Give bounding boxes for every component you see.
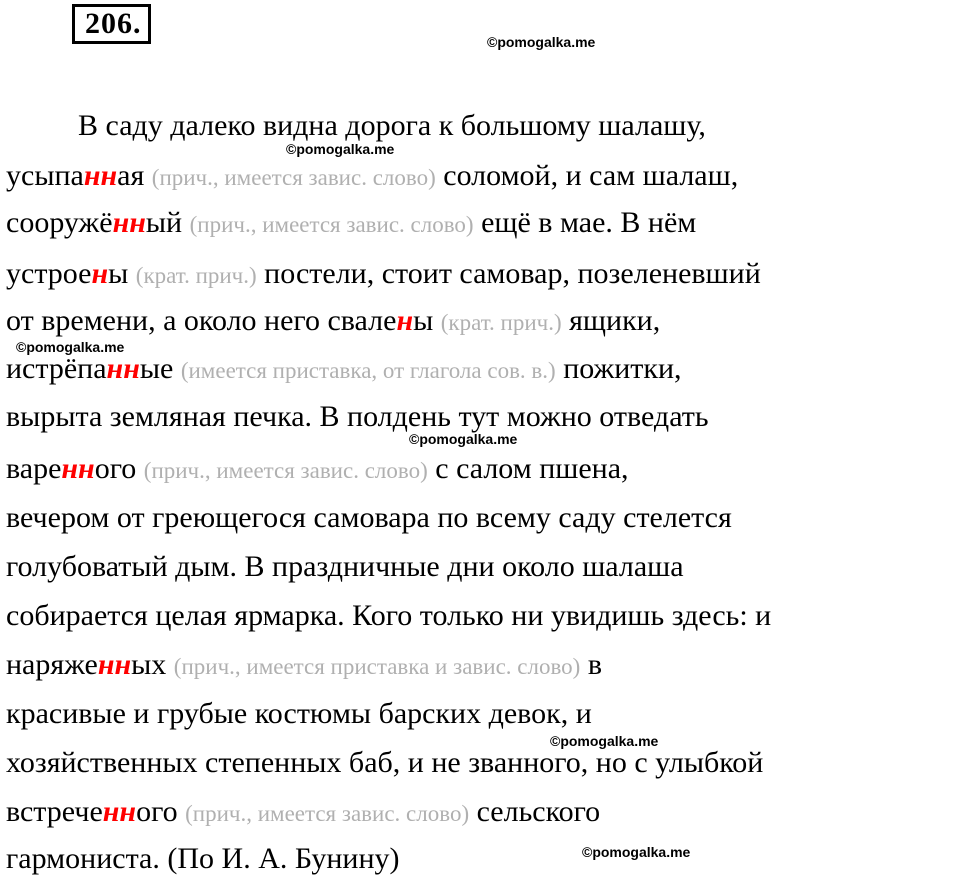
- watermark: ©pomogalka.me: [487, 34, 596, 50]
- text-line: [6, 843, 400, 875]
- highlighted-letters: н: [396, 304, 414, 337]
- watermark: ©pomogalka.me: [286, 141, 395, 157]
- watermark: ©pomogalka.me: [409, 431, 518, 447]
- word-part: ы: [108, 257, 129, 290]
- line-text: с салом пшена,: [435, 452, 629, 485]
- line-text: сельского: [476, 795, 601, 828]
- line-text: постели, стоит самовар, позеленевший: [264, 257, 761, 290]
- text-line: [6, 401, 709, 433]
- text-line: [6, 600, 771, 632]
- word-part: ых: [131, 648, 167, 681]
- line-text: собирается целая ярмарка. Кого только ни увидишь здесь: и: [6, 599, 772, 632]
- word-part: сооружё: [6, 206, 113, 239]
- grammar-note: (крат. прич.): [440, 310, 562, 335]
- grammar-note: (прич., имеется завис. слово): [143, 458, 428, 483]
- word-part: ы: [413, 304, 434, 337]
- line-text: вечером от греющегося самовара по всему саду стелется: [6, 501, 732, 534]
- text-line: [6, 353, 682, 387]
- line-text: ещё в мае. В нём: [481, 206, 697, 239]
- grammar-note: (имеется приставка, от глагола сов. в.): [180, 358, 556, 383]
- watermark: ©pomogalka.me: [582, 844, 691, 860]
- line-text: красивые и грубые костюмы барских девок, и: [6, 697, 592, 730]
- line-text: В саду далеко видна дорога к большому шалашу,: [78, 109, 706, 142]
- exercise-number: 206.: [72, 4, 151, 44]
- word-part: истрёпа: [6, 352, 107, 385]
- line-text: вырыта земляная печка. В полдень тут можно отведать: [6, 400, 709, 433]
- grammar-note: (прич., имеется приставка и завис. слово): [173, 654, 581, 679]
- highlighted-letters: нн: [97, 648, 132, 681]
- line-text: пожитки,: [563, 352, 682, 385]
- highlighted-letters: нн: [106, 352, 140, 385]
- text-line: [6, 305, 660, 339]
- grammar-note: (прич., имеется завис. слово): [185, 801, 470, 826]
- word-part: встрече: [6, 795, 103, 828]
- highlighted-letters: нн: [83, 159, 118, 192]
- word-part: ый: [145, 206, 183, 239]
- grammar-note: (прич., имеется завис. слово): [189, 212, 474, 237]
- line-text: в: [587, 648, 603, 681]
- word-part: устрое: [6, 257, 92, 290]
- word-part: ые: [139, 352, 174, 385]
- highlighted-letters: нн: [61, 452, 95, 485]
- line-text: ящики,: [569, 304, 661, 337]
- text-line: [78, 110, 706, 142]
- line-text: хозяйственных степенных баб, и не званного, но с улыбкой: [6, 746, 764, 779]
- grammar-note: (прич., имеется завис. слово): [151, 165, 436, 190]
- word-part: ая: [117, 159, 145, 192]
- highlighted-letters: нн: [112, 206, 146, 239]
- grammar-note: (крат. прич.): [135, 263, 257, 288]
- line-text: соломой, и сам шалаш,: [443, 159, 739, 192]
- text-line: [6, 207, 696, 241]
- text-line: [6, 551, 684, 583]
- watermark: ©pomogalka.me: [16, 339, 125, 355]
- watermark: ©pomogalka.me: [550, 733, 659, 749]
- word-part: наряже: [6, 648, 98, 681]
- line-text: голубоватый дым. В праздничные дни около шалаша: [6, 550, 684, 583]
- text-line: [6, 796, 600, 830]
- text-line: [6, 649, 602, 683]
- text-line: [6, 747, 763, 779]
- word-part: варе: [6, 452, 62, 485]
- highlighted-letters: нн: [102, 795, 137, 828]
- text-line: [6, 453, 629, 487]
- text-line: [6, 258, 761, 292]
- word-part: от времени, а около него свале: [6, 304, 397, 337]
- line-text: гармониста. (По И. А. Бунину): [6, 842, 400, 875]
- text-line: [6, 698, 592, 730]
- word-part: ого: [136, 795, 178, 828]
- word-part: ого: [94, 452, 137, 485]
- text-line: [6, 502, 732, 534]
- text-line: [6, 160, 738, 194]
- highlighted-letters: н: [91, 257, 109, 290]
- word-part: усыпа: [6, 159, 84, 192]
